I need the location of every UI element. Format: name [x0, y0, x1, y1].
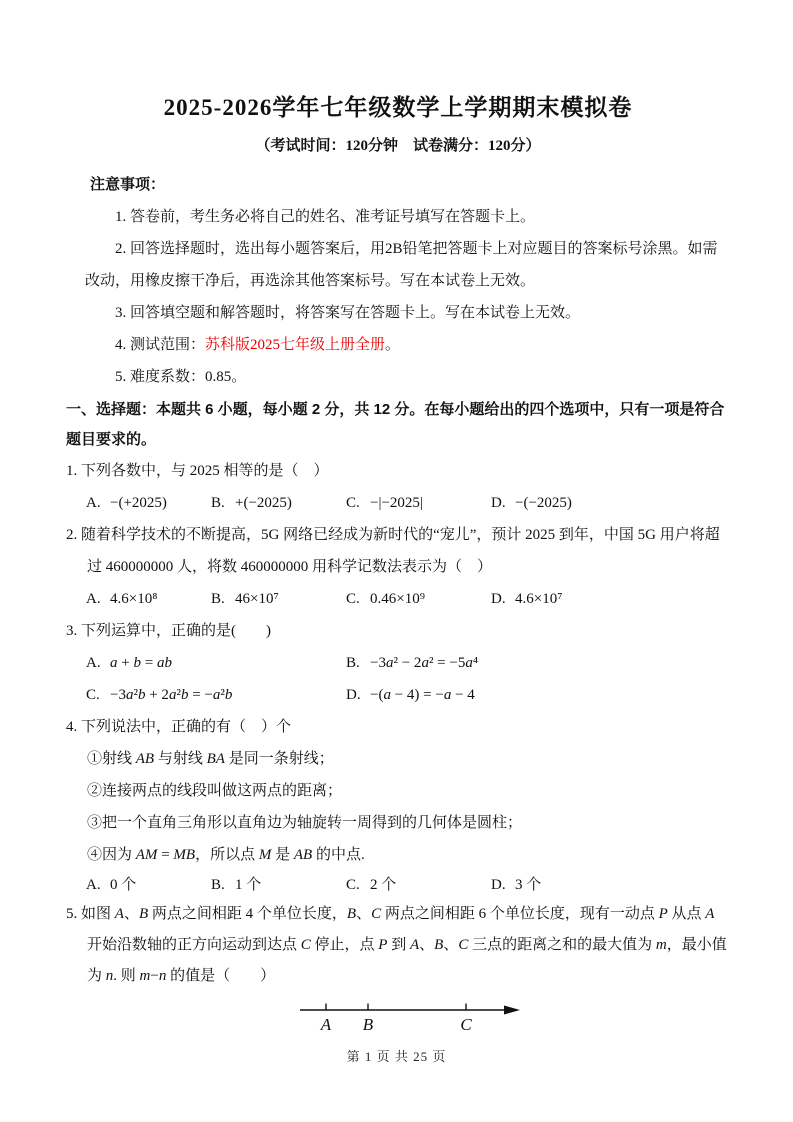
- question-4: [66, 711, 730, 899]
- option-d: D. −(a − 4) = −a − 4: [346, 687, 475, 703]
- option-a: A. 0 个: [86, 877, 137, 893]
- option-a: A. 4.6×10⁸: [86, 591, 158, 607]
- option-d: D. −(−2025): [491, 495, 572, 511]
- page-content: [0, 92, 793, 1040]
- question-3: [66, 615, 730, 711]
- question-5-stem: 5. 如图 A、B 两点之间相距 4 个单位长度，B、C 两点之间相距 6 个单位长度，现有一动点 P 从点 A 开始沿数轴的正方向运动到达点 C 停止，点 P 到 A、B、C 三点的距离之和的最大值为 m，最小值为 n. 则 m−n 的值是（ ）: [66, 906, 727, 984]
- notice-section: [85, 169, 730, 393]
- question-3-options-row-2: [66, 679, 730, 711]
- option-d: D. 4.6×10⁷: [491, 591, 563, 607]
- question-4-options: [66, 871, 730, 899]
- question-2: [66, 519, 730, 615]
- question-3-stem: 3. 下列运算中，正确的是( ): [66, 623, 271, 639]
- option-c: C. −|−2025|: [346, 495, 423, 511]
- page-footer: 第 1 页 共 25 页: [346, 1049, 447, 1064]
- notice-item-5: 5. 难度系数：0.85。: [115, 369, 247, 385]
- question-3-options-row-1: [66, 647, 730, 679]
- option-b: B. 46×10⁷: [211, 591, 279, 607]
- test-scope-highlight: 苏科版2025七年级上册全册: [205, 337, 386, 353]
- point-b-label: B: [362, 1015, 374, 1034]
- question-1-options: [66, 487, 730, 519]
- option-b: B. +(−2025): [211, 495, 292, 511]
- option-a: A. a + b = ab: [86, 655, 172, 671]
- section-one-heading: 一、选择题：本题共 6 小题，每小题 2 分，共 12 分。在每小题给出的四个选项中，只有一项是符合题目要求的。: [66, 401, 725, 448]
- option-b: B. −3a² − 2a² = −5a⁴: [346, 655, 479, 671]
- test-scope-suffix: 。: [385, 337, 401, 353]
- question-4-stem: 4. 下列说法中，正确的有（ ）个: [66, 719, 292, 735]
- number-line-diagram: [298, 996, 530, 1040]
- point-c-label: C: [460, 1015, 472, 1034]
- axis-arrowhead-icon: [504, 1006, 520, 1015]
- option-d: D. 3 个: [491, 877, 542, 893]
- question-5: [66, 899, 730, 1040]
- statement-4: ④因为 AM = MB，所以点 M 是 AB 的中点.: [87, 847, 365, 863]
- option-c: C. 0.46×10⁹: [346, 591, 425, 607]
- page-title: 2025-2026学年七年级数学上学期期末模拟卷: [163, 95, 633, 120]
- exam-info-subtitle: （考试时间：120分钟 试卷满分：120分）: [255, 138, 541, 154]
- question-1-stem: 1. 下列各数中，与 2025 相等的是（ ）: [66, 463, 329, 479]
- option-a: A. −(+2025): [86, 495, 167, 511]
- statement-3: ③把一个直角三角形以直角边为轴旋转一周得到的几何体是圆柱；: [87, 815, 523, 831]
- test-scope-prefix: 4. 测试范围：: [115, 337, 206, 353]
- option-b: B. 1 个: [211, 877, 262, 893]
- point-a-label: A: [320, 1015, 332, 1034]
- notice-item-2: 2. 回答选择题时，选出每小题答案后，用2B铅笔把答题卡上对应题目的答案标号涂黑。如需改动，用橡皮擦干净后，再选涂其他答案标号。写在本试卷上无效。: [85, 241, 718, 289]
- notice-item-4: [85, 329, 730, 361]
- question-1: [66, 455, 730, 519]
- question-4-statements: [66, 743, 730, 871]
- question-2-options: [66, 583, 730, 615]
- notice-item-3: 3. 回答填空题和解答题时，将答案写在答题卡上。写在本试卷上无效。: [115, 305, 581, 321]
- option-c: C. 2 个: [346, 877, 397, 893]
- question-2-stem: 2. 随着科学技术的不断提高，5G 网络已经成为新时代的“宠儿”，预计 2025 到年，中国 5G 用户将超过 460000000 人，将数 460000000 用科学记数法表示为（ ）: [66, 527, 720, 575]
- statement-1: ①射线 AB 与射线 BA 是同一条射线；: [87, 751, 334, 767]
- option-c: C. −3a²b + 2a²b = −a²b: [86, 687, 233, 703]
- notice-heading: 注意事项：: [90, 176, 166, 193]
- statement-2: ②连接两点的线段叫做这两点的距离；: [87, 783, 343, 799]
- notice-item-1: 1. 答卷前，考生务必将自己的姓名、准考证号填写在答题卡上。: [115, 209, 536, 225]
